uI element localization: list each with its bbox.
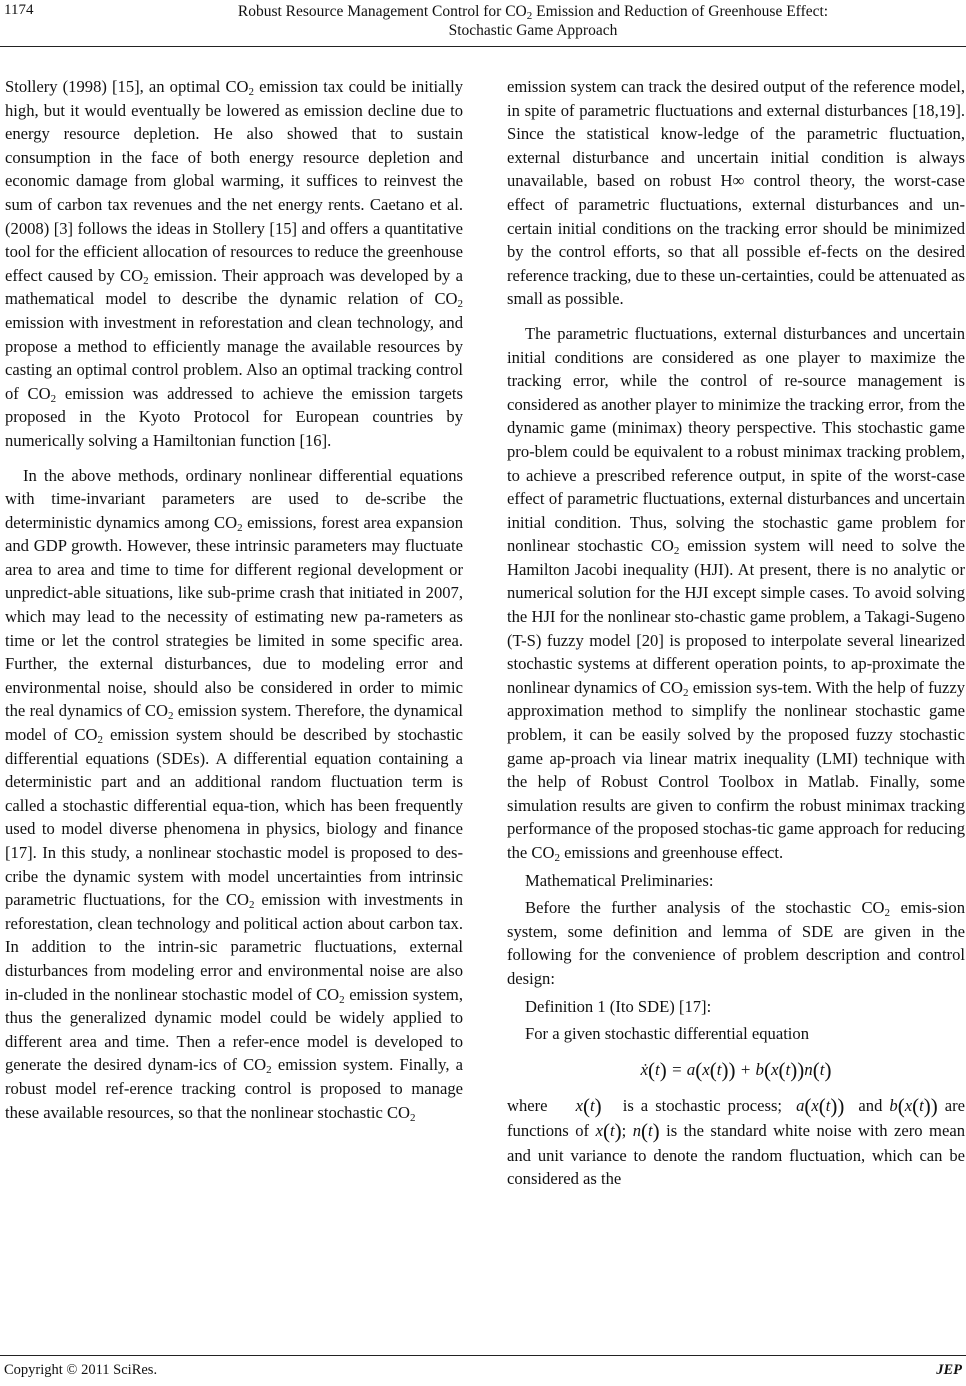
where-text-b: are functions of (507, 1096, 966, 1140)
paragraph: For a given stochastic differential equation (525, 1024, 810, 1044)
left-column (5, 75, 463, 1124)
running-title-line1: Robust Resource Management Control for $CO_2$ Emission and Reduction of Greenhouse Effect: (237, 3, 829, 22)
sde-equation: ẋ(t) = a(x(t)) + b(x(t))n(t) (640, 1057, 832, 1082)
paragraph: Before the further analysis of the stochastic $CO_2$ emis-sion system, some definition and lemma of SDE are given in the following for the convenience of problem description and control design: (507, 898, 965, 988)
where-text-and: and (858, 1096, 883, 1116)
footer-rule (0, 1355, 966, 1356)
paragraph: The parametric fluctuations, external disturbances and uncertain initial conditions are considered as one player to maximize the tracking error, while the control of re-source management is considered as another player to minimize the tracking error, from the dynamic game (minimax) theory perspective. This stochastic game pro-blem could be equivalent to a robust minimax tracking problem, to achieve a prescribed reference output, in spite of the worst-case effect of parametric fluctuations, external disturbances and uncertain initial condition. Thus, solving the stochastic game problem for nonlinear stochastic $CO_2$ emission system will need to solve the Hamilton Jacobi inequality (HJI). At present, there is no analytic or numerical solution for the HJI except simple cases. To avoid solving the HJI for the nonlinear sto-chastic game problem, a Takagi-Sugeno (T-S) fuzzy model [20] is proposed to interpolate several linearized stochastic systems at different operation points, to ap-proximate the nonlinear dynamics of $CO_2$ emission sys-tem. With the help of fuzzy approximation method to simplify the nonlinear stochastic game problem, it can be easily solved by the proposed fuzzy stochastic game ap-proach via linear matrix inequality (LMI) technique with the help of Robust Control Toolbox in Matlab. Finally, some simulation results are given to confirm the robust minimax tracking performance of the proposed stochas-tic game approach for reducing the $CO_2$ emissions and greenhouse effect. (507, 323, 965, 864)
definition-heading: Definition 1 (Ito SDE) [17]: (525, 996, 712, 1016)
paragraph: Stollery (1998) [15], an optimal $CO_2$ emission tax could be initially high, but it would eventually be lowered as emission decline due to energy resource depletion. He also showed that to sustain consumption in the face of both energy resource depletion and economic damage from global warming, it suffices to reinvest the sum of carbon tax revenues and the net energy rents. Caetano et al. (2008) [3] follows the ideas in Stollery [15] and offers a quantitative tool for the efficient allocation of resources to reduce the greenhouse effect caused by $CO_2$ emission. Their approach was developed by a mathematical model to describe the dynamic relation of $CO_2$ emission with investment in reforestation and clean technology, and propose a method to efficiently manage the available resources by casting an optimal control problem. Also an optimal tracking control of $CO_2$ emission was addressed to achieve the emission targets proposed in the Kyoto Protocol for European countries by numerically solving a Hamiltonian function [16]. (5, 77, 463, 450)
copyright-notice: Copyright © 2011 SciRes. (4, 1362, 158, 1378)
running-title (100, 2, 966, 40)
journal-abbrev: JEP (936, 1362, 962, 1378)
paragraph: emission system can track the desired output of the reference model, in spite of parametric fluctuations and external disturbances [18,19]. Since the statistical know-ledge of the parametric fluctuation, external disturbance and uncertain initial condition is always unavailable, based on robust H∞ control theory, the worst-case effect of parametric fluctuations, external disturbances and un-certain initial conditions on the tracking error should be minimized by the control efforts, so that all possible ef-fects on the desired reference tracking, due to these un-certainties, could be attenuated as small as possible. (507, 77, 965, 309)
page-header (0, 0, 966, 48)
paragraph: In the above methods, ordinary nonlinear differential equations with time-invariant parameters are used to de-scribe the deterministic dynamics among $CO_2$ emissions, forest area expansion and GDP growth. However, these intrinsic parameters may fluctuate area to area and time to time for different regional development or unpredict-able situations, like sub-prime crash that initiated in 2007, which may lead to the necessity of estimating new pa-rameters as time or let the control strategies be limited in some specific area. Further, the external disturbances, due to modeling error and environmental noise, should also be considered in order to mimic the real dynamics of $CO_2$ emission system. Therefore, the dynamical model of $CO_2$ emission system should be described by stochastic differential equations (SDEs). A differential equation containing a deterministic part and an additional random fluctuation term is called a stochastic differential equa-tion, which has been frequently used to model diverse phenomena in physics, biology and finance [17]. In this study, a nonlinear stochastic model is proposed to des-cribe the dynamic system with model uncertainties from intrinsic parametric fluctuations, for the $CO_2$ emission with investments in reforestation, clean technology and political action about carbon tax. In addition to the intrin-sic parametric fluctuations, external disturbances from modeling error and environmental noise are also in-cluded in the nonlinear stochastic model of $CO_2$ emission system, thus the generalized dynamic model could be widely applied to different area and time. Then a refer-ence model is developed to generate the desired dynam-ics of $CO_2$ emission system. Finally, a robust model ref-erence tracking control is proposed to manage these available resources, so that the nonlinear stochastic $CO_2$ (5, 465, 464, 1124)
where-text: where (507, 1096, 548, 1116)
paragraph-where: where x(t) is a stochastic process; a(x(t)) and b(x(t)) are functions of x(t); n(t) is the standard white noise with zero mean and unit variance to denote the random fluctuation, which can be considered as the (507, 1094, 966, 1189)
section-heading: Mathematical Preliminaries: (525, 870, 714, 890)
page-number: 1174 (4, 2, 34, 18)
where-text-c: is the standard white noise with zero mean and unit variance to denote the random fluctuation, which can be considered as the (507, 1120, 965, 1189)
header-rule (0, 46, 966, 47)
right-column (507, 75, 965, 1191)
where-text-a: is a stochastic process; (622, 1096, 783, 1116)
running-title-line2: Stochastic Game Approach (448, 22, 618, 39)
